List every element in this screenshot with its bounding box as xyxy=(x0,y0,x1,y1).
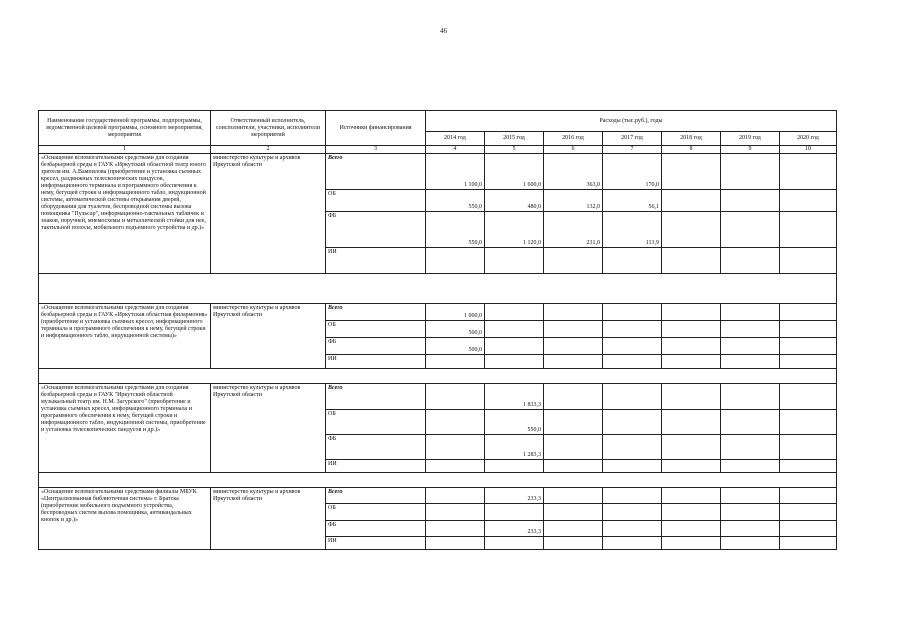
funding-source: ФБ xyxy=(326,521,426,537)
expense-value xyxy=(662,435,721,460)
expense-value xyxy=(780,537,837,550)
header-year: 2016 год xyxy=(544,132,603,146)
expense-value xyxy=(544,304,603,321)
table-body xyxy=(39,154,837,550)
expense-value xyxy=(662,537,721,550)
measure-name: «Оснащение вспомогательными средствами для создания безбарьерной среды в ГАУК «Иркутская областная филармония» (приобретение и установка съемных кресел, информационного терминала и программного обеспечения к нему, бегущей строки и информационного табло, индукционной системы)» xyxy=(39,304,211,369)
expense-value: 500,0 xyxy=(426,338,485,355)
column-number: 10 xyxy=(780,146,837,154)
expense-value xyxy=(780,154,837,190)
expense-value xyxy=(662,248,721,274)
expense-value xyxy=(544,410,603,435)
expense-value xyxy=(426,435,485,460)
expense-value xyxy=(721,248,780,274)
budget-table xyxy=(38,110,837,550)
table-row xyxy=(39,488,837,504)
expense-value: 233,3 xyxy=(485,488,544,504)
expense-value xyxy=(780,521,837,537)
expense-value xyxy=(485,460,544,473)
responsible-executor: министерство культуры и архивов Иркутской области xyxy=(211,304,326,369)
expense-value xyxy=(603,248,662,274)
spacer-cell xyxy=(39,369,837,384)
spacer-cell xyxy=(39,274,837,304)
expense-value xyxy=(544,521,603,537)
expense-value xyxy=(544,537,603,550)
expense-value xyxy=(662,488,721,504)
funding-source: Всего xyxy=(326,304,426,321)
expense-value xyxy=(603,504,662,521)
column-number: 8 xyxy=(662,146,721,154)
responsible-executor: министерство культуры и архивов Иркутской области xyxy=(211,154,326,274)
expense-value: 1 283,3 xyxy=(485,435,544,460)
column-number: 9 xyxy=(721,146,780,154)
expense-value xyxy=(662,384,721,410)
expense-value xyxy=(662,460,721,473)
expense-value: 170,0 xyxy=(603,154,662,190)
expense-value xyxy=(603,321,662,338)
header-year: 2020 год xyxy=(780,132,837,146)
expense-value: 480,0 xyxy=(485,190,544,212)
expense-value: 550,0 xyxy=(426,190,485,212)
expense-value xyxy=(721,355,780,369)
column-number: 7 xyxy=(603,146,662,154)
expense-value xyxy=(721,212,780,248)
funding-source: ИИ xyxy=(326,460,426,473)
expense-value xyxy=(662,338,721,355)
expense-value: 233,3 xyxy=(485,521,544,537)
measure-name: «Оснащение вспомогательными средствами для создания безбарьерной среды в ГАУК «Иркутский областной театр юного зрителя им. А.Вампилова (приобретение и установка съемных кресел, раздвижных телескопических пандусов, информационного терминала и программного обеспечения к нему, бегущей строки и информационного табло, индукционной системы, автоматической системы открывания дверей, оборудования для туалетов, беспроводной системы вызова помощника "Пульсар", информационно-тактильных табличек и знаков, поручней, мнемосхемы и металлической стойки для нее, тактильной полосы, мобильного подъемного устройства и др.)» xyxy=(39,154,211,274)
measure-name: «Оснащение вспомогательными средствами филиалы МБУК «Централизованная библиотечная система» г. Братска (приобретение мобильного подъемного устройства, беспроводных систем вызова помощника, антивандальных кнопок и др.)» xyxy=(39,488,211,550)
funding-source: ФБ xyxy=(326,338,426,355)
column-number: 5 xyxy=(485,146,544,154)
column-number: 3 xyxy=(326,146,426,154)
block-spacer xyxy=(39,369,837,384)
expense-value xyxy=(721,504,780,521)
funding-source: ИИ xyxy=(326,248,426,274)
expense-value xyxy=(662,504,721,521)
funding-source: ОБ xyxy=(326,504,426,521)
expense-value xyxy=(780,460,837,473)
header-year: 2014 год xyxy=(426,132,485,146)
header-name: Наименование государственной программы, подпрограммы, ведомственной целевой программы, основного мероприятия, мероприятия xyxy=(39,111,211,146)
measure-name: «Оснащение вспомогательными средствами для создания безбарьерной среды в ГАУК "Иркутский областной музыкальный театр им. Н.М. Загурского" (приобретение и установка съемных кресел, информационного терминала и программного обеспечения к нему, бегущей строки и информационного табло, индукционной системы, приобретение и установка телескопических пандусов и др.)» xyxy=(39,384,211,473)
expense-value xyxy=(485,248,544,274)
expense-value xyxy=(721,190,780,212)
expense-value xyxy=(662,304,721,321)
funding-source: Всего xyxy=(326,154,426,190)
expense-value xyxy=(544,435,603,460)
expense-value xyxy=(485,321,544,338)
spacer-cell xyxy=(39,473,837,488)
expense-value xyxy=(780,248,837,274)
column-number: 1 xyxy=(39,146,211,154)
expense-value xyxy=(603,384,662,410)
expense-value xyxy=(544,338,603,355)
expense-value xyxy=(603,435,662,460)
block-spacer xyxy=(39,274,837,304)
expense-value xyxy=(603,521,662,537)
expense-value xyxy=(544,248,603,274)
expense-value: 1 120,0 xyxy=(485,212,544,248)
column-number: 4 xyxy=(426,146,485,154)
expense-value xyxy=(426,460,485,473)
expense-value xyxy=(485,504,544,521)
expense-value xyxy=(780,190,837,212)
expense-value xyxy=(603,304,662,321)
column-number: 6 xyxy=(544,146,603,154)
expense-value: 550,0 xyxy=(426,212,485,248)
expense-value xyxy=(603,537,662,550)
funding-source: ОБ xyxy=(326,321,426,338)
expense-value: 1 000,0 xyxy=(426,304,485,321)
expense-value xyxy=(780,504,837,521)
column-number: 2 xyxy=(211,146,326,154)
expense-value: 56,1 xyxy=(603,190,662,212)
expense-value xyxy=(780,212,837,248)
funding-source: ФБ xyxy=(326,435,426,460)
expense-value xyxy=(721,488,780,504)
expense-value xyxy=(721,537,780,550)
expense-value xyxy=(426,355,485,369)
expense-value xyxy=(721,304,780,321)
expense-value xyxy=(662,355,721,369)
responsible-executor: министерство культуры и архивов Иркутской области xyxy=(211,488,326,550)
expense-value xyxy=(603,460,662,473)
expense-value: 1 100,0 xyxy=(426,154,485,190)
page-number: 46 xyxy=(440,27,447,35)
expense-value xyxy=(544,384,603,410)
expense-value xyxy=(662,410,721,435)
table-row xyxy=(39,304,837,321)
expense-value xyxy=(603,355,662,369)
expense-value xyxy=(721,338,780,355)
expense-value: 132,0 xyxy=(544,190,603,212)
expense-value xyxy=(721,410,780,435)
header-expenses: Расходы (тыс.руб.), годы xyxy=(426,111,837,132)
expense-value xyxy=(426,504,485,521)
expense-value xyxy=(780,435,837,460)
expense-value xyxy=(662,321,721,338)
expense-value xyxy=(426,410,485,435)
expense-value xyxy=(426,537,485,550)
expense-value xyxy=(721,521,780,537)
expense-value xyxy=(544,488,603,504)
header-responsible: Ответственный исполнитель, соисполнители, участники, исполнители мероприятий xyxy=(211,111,326,146)
expense-value xyxy=(544,355,603,369)
expense-value xyxy=(721,460,780,473)
expense-value xyxy=(721,384,780,410)
expense-value xyxy=(603,488,662,504)
block-spacer xyxy=(39,473,837,488)
expense-value xyxy=(780,321,837,338)
expense-value xyxy=(426,384,485,410)
expense-value xyxy=(780,304,837,321)
expense-value xyxy=(662,212,721,248)
funding-source: ФБ xyxy=(326,212,426,248)
table-row xyxy=(39,384,837,410)
expense-value xyxy=(544,504,603,521)
expense-value xyxy=(544,321,603,338)
expense-value xyxy=(780,384,837,410)
expense-value xyxy=(721,321,780,338)
expense-value xyxy=(426,521,485,537)
responsible-executor: министерство культуры и архивов Иркутской области xyxy=(211,384,326,473)
funding-source: ИИ xyxy=(326,537,426,550)
expense-value: 1 833,3 xyxy=(485,384,544,410)
expense-value xyxy=(603,338,662,355)
expense-value: 500,0 xyxy=(426,321,485,338)
header-year: 2018 год xyxy=(662,132,721,146)
table-row xyxy=(39,154,837,190)
header-year: 2015 год xyxy=(485,132,544,146)
expense-value xyxy=(780,338,837,355)
expense-value: 231,0 xyxy=(544,212,603,248)
expense-value: 363,0 xyxy=(544,154,603,190)
expense-value xyxy=(426,488,485,504)
expense-value xyxy=(544,460,603,473)
expense-value xyxy=(662,190,721,212)
expense-value: 1 600,0 xyxy=(485,154,544,190)
expense-value xyxy=(485,537,544,550)
expense-value xyxy=(485,355,544,369)
expense-value xyxy=(662,154,721,190)
header-year: 2019 год xyxy=(721,132,780,146)
expense-value xyxy=(485,304,544,321)
expense-value xyxy=(780,410,837,435)
header-year: 2017 год xyxy=(603,132,662,146)
funding-source: ОБ xyxy=(326,190,426,212)
funding-source: Всего xyxy=(326,384,426,410)
expense-value xyxy=(426,248,485,274)
expense-value xyxy=(721,435,780,460)
funding-source: ИИ xyxy=(326,355,426,369)
funding-source: ОБ xyxy=(326,410,426,435)
expense-value xyxy=(662,521,721,537)
header-source: Источники финансирования xyxy=(326,111,426,146)
expense-value xyxy=(485,338,544,355)
funding-source: Всего xyxy=(326,488,426,504)
expense-value xyxy=(721,154,780,190)
expense-value xyxy=(603,410,662,435)
expense-value: 113,9 xyxy=(603,212,662,248)
expense-value xyxy=(780,488,837,504)
expense-value: 550,0 xyxy=(485,410,544,435)
expense-value xyxy=(780,355,837,369)
